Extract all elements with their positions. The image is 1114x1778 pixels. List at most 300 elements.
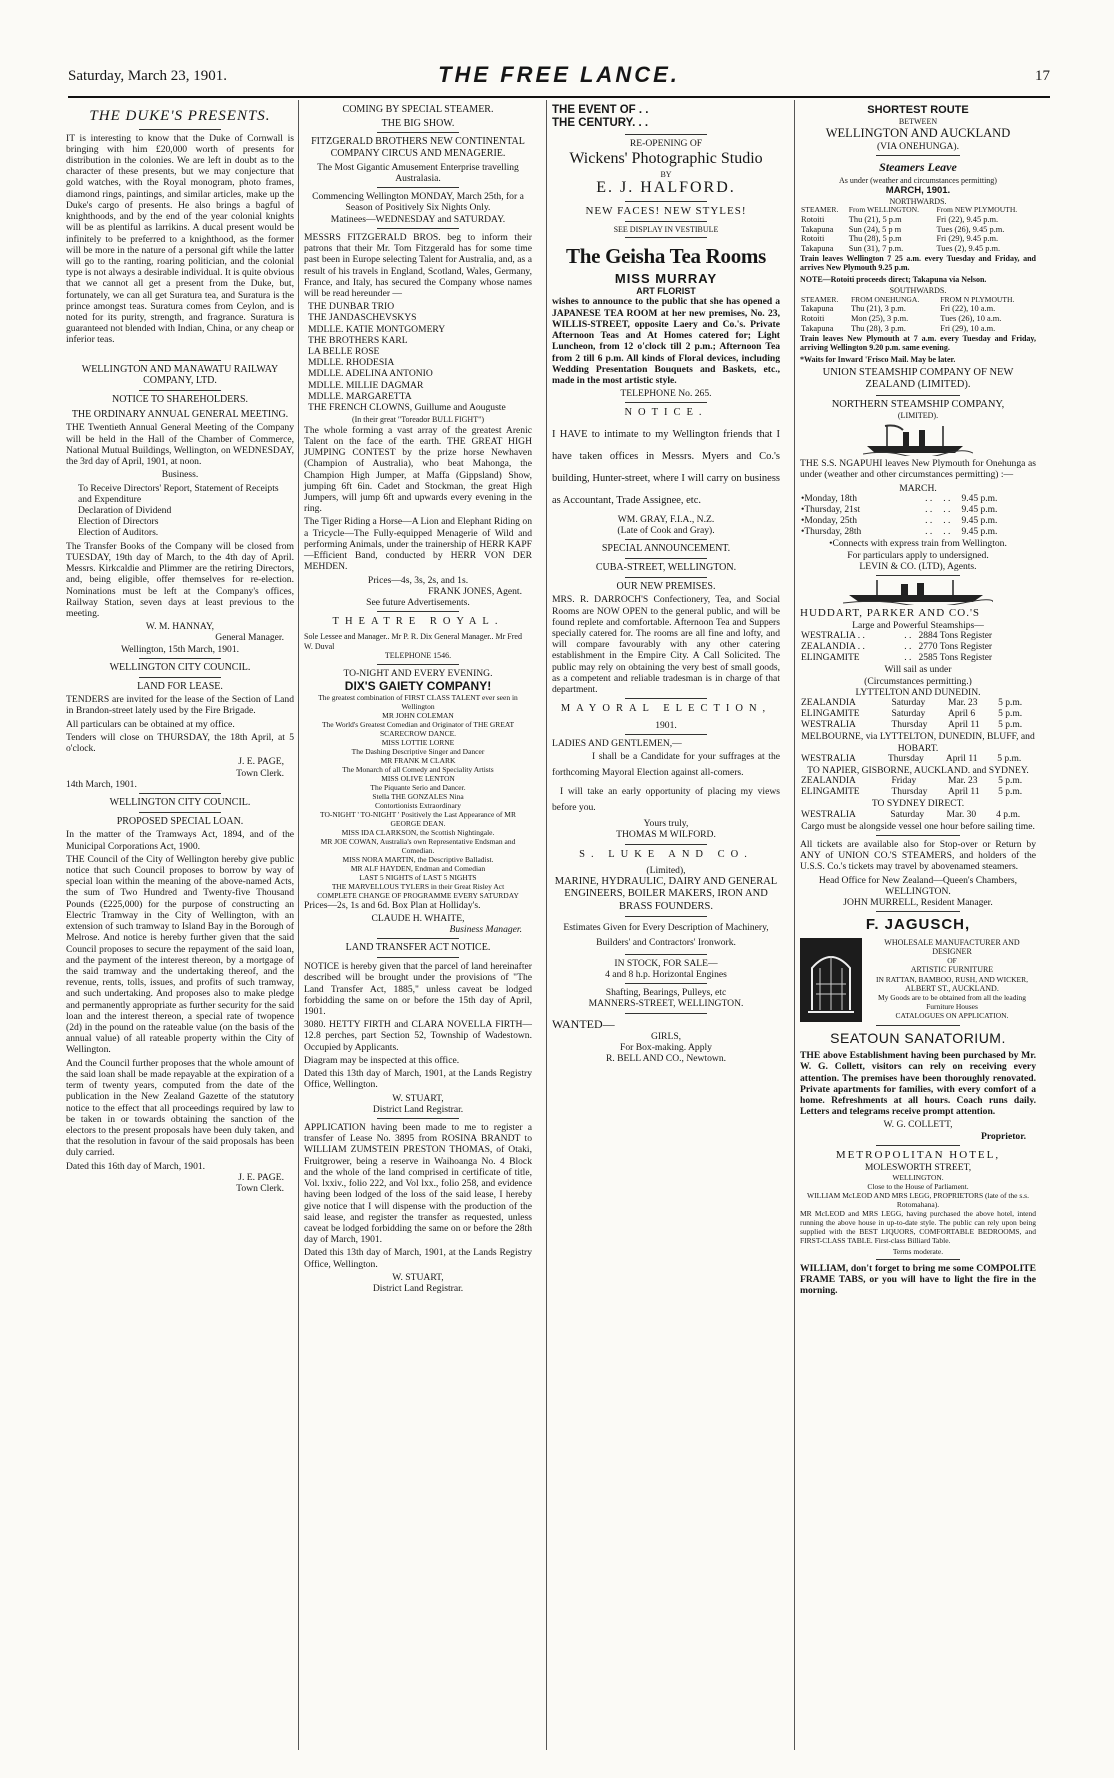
- metropolitan-terms: Terms moderate.: [892, 1246, 944, 1256]
- separator: [139, 677, 221, 678]
- column-divider: [794, 100, 795, 1750]
- separator: [377, 1118, 459, 1119]
- separator: [625, 237, 707, 238]
- jagusch-line: CATALOGUES ON APPLICATION.: [895, 1011, 1009, 1021]
- table-cell: Rotoiti: [801, 214, 825, 224]
- separator: [377, 611, 459, 612]
- list-item: To Receive Directors' Report, Statement of Receipts and Expenditure: [78, 482, 279, 505]
- separator: [377, 187, 459, 188]
- table-header-row: [800, 296, 1036, 305]
- huddart-subtitle: Large and Powerful Steamships—: [852, 619, 984, 631]
- dix-line: The greatest combination of FIRST CLASS TALENT ever seen in Wellington: [318, 692, 518, 711]
- separator: [139, 129, 221, 130]
- dix-line: MR JOHN COLEMAN: [382, 710, 454, 720]
- table-cell: Tues (2), 9.45 p.m.: [936, 244, 1001, 254]
- theatre-title: THEATRE ROYAL.: [332, 616, 504, 628]
- lease-title: WELLINGTON CITY COUNCIL.: [109, 661, 251, 673]
- railway-signer: W. M. HANNAY,: [145, 621, 215, 633]
- table-cell: 5 p.m.: [998, 709, 1023, 720]
- table-row: [800, 225, 1036, 235]
- compolite-ad: WILLIAM, don't forget to bring me some COMPOLITE FRAME TABS, or you will have to light the fire in the morning.: [800, 1262, 1036, 1297]
- dix-line: MR JOE COWAN, Australia's own Representative Endsman and Comedian.: [320, 836, 516, 855]
- table-cell: WESTRALIA . .: [801, 631, 865, 642]
- table-cell: 2770 Tons Register: [918, 642, 993, 653]
- jagusch-line: WHOLESALE MANUFACTURER AND DESIGNER: [884, 937, 1020, 957]
- table-cell: Thursday: [891, 720, 928, 731]
- huddart-circumstances: (Circumstances permitting.): [864, 675, 972, 687]
- list-item: THE DUNBAR TRIO: [308, 301, 395, 313]
- seatoun-signer: W. G. COLLETT,: [883, 1119, 953, 1131]
- southwards-note-2: *Waits for Inward 'Frisco Mail. May be later.: [800, 354, 956, 364]
- land-transfer-body-3: Diagram may be inspected at this office.: [304, 1054, 460, 1066]
- loan-signer: J. E. PAGE.: [238, 1171, 284, 1183]
- table-cell: ZEALANDIA . .: [801, 642, 865, 653]
- loan-dated: Dated this 16th day of March, 1901.: [66, 1160, 206, 1172]
- table-row: [800, 304, 1036, 314]
- steamers-conditions: As under (weather and circumstances permitting): [839, 176, 997, 186]
- table-cell: Thu (21), 3 p.m.: [850, 304, 906, 314]
- ngapuhi-table: [800, 494, 1036, 538]
- huddart-title: HUDDART, PARKER AND CO.'S: [800, 606, 981, 619]
- event-heading-1: THE EVENT OF . .: [552, 104, 649, 116]
- dix-line: TO-NIGHT ' TO-NIGHT ' Positively the Last Appearance of MR GEORGE DEAN.: [320, 809, 516, 828]
- dix-line: Contortionists Extraordinary: [374, 800, 462, 810]
- table-row: [800, 631, 1036, 642]
- table-cell: Rotoiti: [801, 234, 825, 244]
- mayoral-yours: Yours truly,: [643, 818, 689, 830]
- luke-limited: (Limited),: [646, 864, 686, 876]
- lease-signer: J. E. PAGE,: [238, 756, 284, 768]
- column-4: [800, 104, 1036, 1299]
- circus-agent: FRANK JONES, Agent.: [428, 585, 522, 597]
- table-cell: 2585 Tons Register: [918, 653, 993, 664]
- table-row: [800, 810, 1036, 821]
- metropolitan-street: MOLESWORTH STREET,: [864, 1161, 972, 1173]
- separator: [876, 1025, 961, 1026]
- railway-signer-title: General Manager.: [215, 632, 284, 644]
- column-divider: [298, 100, 299, 1750]
- northern-limited: (LIMITED).: [897, 410, 939, 420]
- table-cell: April 11: [948, 787, 980, 798]
- jagusch-line: My Goods are to be obtained from all the leading Furniture Houses: [877, 993, 1027, 1012]
- metropolitan-body: MR McLEOD and MRS LEGG, having purchased the above hotel, intend running the above house in up-to-date style. The public can rely upon being supplied with the BEST LIQUORS, COMFORTABLE BEDROOMS, and FIRST-CLASS TABLE. First-class Billiard Table.: [800, 1208, 1036, 1245]
- column-header: From WELLINGTON.: [848, 204, 919, 214]
- dix-line: MISS OLIVE LENTON: [381, 773, 455, 783]
- table-row: [800, 720, 1036, 731]
- dix-signer: CLAUDE H. WHAITE,: [371, 913, 465, 925]
- table-cell: April 11: [948, 720, 980, 731]
- steamship-icon: [843, 579, 993, 605]
- railway-notice: NOTICE TO SHAREHOLDERS.: [111, 394, 249, 406]
- separator: [139, 793, 221, 794]
- table-cell: Tues (26), 10 a.m.: [940, 314, 1002, 324]
- table-row: [800, 505, 1036, 516]
- list-item: MDLLE. KATIE MONTGOMERY: [308, 323, 446, 335]
- table-cell: Mar. 23: [948, 776, 978, 787]
- column-header: FROM N PLYMOUTH.: [940, 294, 1015, 304]
- dix-line: The World's Greatest Comedian and Originator of THE GREAT SCARECROW DANCE.: [321, 719, 515, 738]
- separator: [625, 201, 707, 202]
- northern-company: NORTHERN STEAMSHIP COMPANY,: [831, 398, 1005, 410]
- mayoral-salutation: LADIES AND GENTLEMEN,—: [552, 737, 682, 749]
- table-row: [800, 527, 1036, 538]
- table-cell: ELINGAMITE: [801, 653, 860, 664]
- miss-murray: MISS MURRAY: [614, 270, 718, 286]
- new-faces: NEW FACES! NEW STYLES!: [585, 204, 747, 217]
- table-row: [800, 516, 1036, 527]
- sydney-heading: TO SYDNEY DIRECT.: [871, 798, 965, 810]
- application-dated: Dated this 13th day of March, 1901, at the Lands Registry Office, Wellington.: [304, 1247, 532, 1270]
- separator: [876, 575, 961, 576]
- seatoun-body: THE above Establishment having been purchased by Mr. W. G. Collett, visitors can rely on receiving every attention. The premises have been thoroughly renovated. Private apartments for families, with every comfort of a home. Refreshments at all hours. Coach runs daily. Letters and telegrams receive prompt attention.: [800, 1050, 1036, 1118]
- table-row: [800, 787, 1036, 798]
- dix-line: The Dashing Descriptive Singer and Dancer: [351, 746, 485, 756]
- table-cell: Thu (28), 5 p.m: [848, 234, 902, 244]
- application-body: APPLICATION having been made to me to register a transfer of Lease No. 3895 from ROSINA BRANDT to WILLIAM ZUMSTEIN PRESTON THOMAS, of Otaki, Fruitgrower, being a reserve in Waihoanga No. 4 Block and the whole of the land comprised in certificate of title, Vol. lxxiv., folio 222, and Vol lxx., folio 258, and evidence having been lodged of the loss of the said lease, I hereby give notice that I will dispense with the production of the said lease, and register the transfer as requested, unless caveat be lodged forbidding the same on or before the 28th day of March, 1901.: [304, 1122, 532, 1246]
- sydney-table: [800, 810, 1036, 821]
- railway-meeting: THE ORDINARY ANNUAL GENERAL MEETING.: [71, 408, 289, 420]
- dix-line: MR ALF HAYDEN, Endman and Comedian: [350, 863, 486, 873]
- theatre-telephone: TELEPHONE 1546.: [384, 651, 452, 661]
- railway-body: THE Twentieth Annual General Meeting of the Company will be held in the Hall of the Chamber of Commerce, National Mutual Buildings, Wellington, on WEDNESDAY, the 3rd day of April, 1901, at noon.: [66, 422, 294, 468]
- geisha-telephone: TELEPHONE No. 265.: [620, 388, 712, 400]
- northwards-note: Train leaves Wellington 7 25 a.m. every Tuesday and Friday, and arrives New Plymouth 9.25 p.m.: [800, 254, 1036, 273]
- mayoral-body: I shall be a Candidate for your suffrages at the forthcoming Mayoral Election against all-comers.: [552, 751, 780, 779]
- loan-signer-title: Town Clerk.: [236, 1183, 284, 1195]
- luke-trades: MARINE, HYDRAULIC, DAIRY AND GENERAL ENGINEERS, BOILER MAKERS, IRON AND BRASS FOUNDERS.: [554, 876, 778, 912]
- duke-presents-body: IT is interesting to know that the Duke of Cornwall is bringing with him £20,000 worth of presents for distribution in the colonies. We are left in doubt as to the character of these presents, but we may conjecture that gold watches, with the Royal monogram, photo frames, diamond rings, paintings, and similar articles, make up the Duke's cargo of presents. He also brings a bagful of knighthoods, and by the end of the year colonial knights will be as plentiful as larrikins. A ducal present would be infinitely to be preferred to a knighthood, as the former will be more in the nature of a personal gift while the latter will go to the ranting, roaring politician, and the colonial type is not always a desirable individual. It is quite obvious that we cannot all get a present from the Duke, but, fortunately, we can all get Suratura tea, and Suratura is the prince amongst teas. Suratura comes from Ceylon, and is noted for its purity, strength, and fragrance. Suratura is guaranteed not blended with Indian, China, or any cheap or inferior teas.: [66, 132, 294, 346]
- separator: [377, 228, 459, 229]
- column-divider: [546, 100, 547, 1750]
- table-cell: . .: [904, 642, 912, 653]
- table-cell: . .: [904, 631, 912, 642]
- table-cell: •Monday, 25th: [801, 516, 858, 527]
- table-row: [800, 698, 1036, 709]
- newspaper-title: THE FREE LANCE.: [438, 62, 680, 87]
- dix-line: MR FRANK M CLARK: [380, 755, 456, 765]
- notice-title: NOTICE.: [624, 407, 708, 419]
- table-row: [800, 314, 1036, 324]
- railway-business-list: [78, 483, 294, 539]
- table-cell: Thursday: [887, 753, 924, 764]
- circus-act: (In their great "Toreador BULL FIGHT"): [351, 415, 485, 425]
- column-header: From NEW PLYMOUTH.: [936, 204, 1018, 214]
- lease-subtitle: LAND FOR LEASE.: [137, 680, 223, 692]
- separator: [139, 658, 221, 659]
- table-cell: Fri (22), 9.45 p.m.: [936, 214, 999, 224]
- see-display: SEE DISPLAY IN VESTIBULE: [613, 224, 719, 234]
- land-transfer-body: NOTICE is hereby given that the parcel of land hereinafter described will be brought under the provisions of "The Land Transfer Act, 1885," unless caveat be lodged forbidding the same on or before the 15th day of April, 1901.: [304, 961, 532, 1018]
- separator: [377, 957, 459, 958]
- table-cell: ELINGAMITE: [801, 787, 860, 798]
- table-cell: . .: [925, 527, 933, 538]
- dix-signer-title: Business Manager.: [449, 924, 522, 936]
- table-cell: Saturday: [891, 709, 926, 720]
- ngapuhi-agents: LEVIN & CO. (LTD), Agents.: [859, 560, 977, 572]
- table-row: [800, 642, 1036, 653]
- luke-estimates: Estimates Given for Every Description of Machinery, Builders' and Contractors' Ironwork.: [563, 922, 769, 949]
- table-cell: ZEALANDIA: [801, 698, 856, 708]
- circus-body-3: The Tiger Riding a Horse—A Lion and Elephant Riding on a Tricycle—The Fully-equipped Menagerie of Wild and performing Animals, under the trainership of HERR KAPF—Efficient Band, conducted by HERR VON DER MEHDEN.: [304, 516, 532, 573]
- table-cell: . .: [943, 504, 951, 515]
- separator: [625, 734, 707, 735]
- separator: [139, 812, 221, 813]
- darroch-body: MRS. R. DARROCH'S Confectionery, Tea, and Social Rooms are NOW OPEN to the general public, and will be found replete and comfortable. Afternoon Tea and Suppers specially catered for. The rooms are all fine and lofty, and will compare favourably with any other catering establishment in the Empire City. A Call Solicited. The public may rely on obtaining the very best of small goods, as a competent and reliable tradesman is in charge of that department.: [552, 594, 780, 696]
- table-cell: Takapuna: [801, 224, 834, 234]
- table-cell: Saturday: [890, 809, 925, 820]
- table-row: [800, 234, 1036, 244]
- lyttelton-heading: LYTTELTON AND DUNEDIN.: [855, 686, 981, 698]
- dix-line: COMPLETE CHANGE OF PROGRAMME EVERY SATURDAY: [317, 890, 519, 900]
- melbourne-heading: MELBOURNE, via LYTTELTON, DUNEDIN, BLUFF, and HOBART.: [801, 731, 1035, 754]
- ngapuhi-month: MARCH.: [899, 482, 937, 494]
- table-cell: Sun (24), 5 p m: [848, 224, 902, 234]
- southwards-note: Train leaves New Plymouth at 7 a.m. every Tuesday and Friday, arriving Wellington 9.20 p.m. same evening.: [800, 333, 1036, 353]
- loan-subtitle: PROPOSED SPECIAL LOAN.: [116, 815, 244, 827]
- table-cell: Saturday: [891, 698, 926, 708]
- jagusch-line: OF: [947, 956, 957, 966]
- wanted-apply: R. BELL AND CO., Newtown.: [605, 1053, 727, 1065]
- table-row: [800, 324, 1036, 334]
- lease-dated: 14th March, 1901.: [66, 778, 137, 790]
- table-cell: Sun (31), 7 p.m.: [848, 244, 904, 254]
- lease-body-3: Tenders will close on THURSDAY, the 18th April, at 5 o'clock.: [66, 731, 294, 755]
- wanted-heading: WANTED—: [552, 1016, 615, 1031]
- separator: [876, 911, 961, 912]
- notice-signer: WM. GRAY, F.I.A., N.Z.: [617, 513, 715, 525]
- table-cell: Friday: [891, 776, 917, 787]
- separator: [377, 132, 459, 133]
- special-announcement: SPECIAL ANNOUNCEMENT.: [601, 543, 731, 555]
- land-transfer-signer: W. STUART,: [392, 1092, 444, 1104]
- railway-title: WELLINGTON AND MANAWATU RAILWAY COMPANY, LTD.: [81, 363, 279, 387]
- union-company: UNION STEAMSHIP COMPANY OF NEW ZEALAND (LIMITED).: [822, 366, 1014, 391]
- napier-table: [800, 776, 1036, 798]
- separator: [625, 983, 707, 984]
- loan-intro: In the matter of the Tramways Act, 1894, and of the Municipal Corporations Act, 1900.: [66, 829, 294, 852]
- column-header: STEAMER.: [801, 294, 839, 304]
- lease-body-2: All particulars can be obtained at my office.: [66, 718, 235, 730]
- luke-address: MANNERS-STREET, WELLINGTON.: [588, 998, 744, 1010]
- land-transfer-body-2: 3080. HETTY FIRTH and CLARA NOVELLA FIRTH—12.8 perches, part Section 52, Township of Wadestown. Occupied by Applicants.: [304, 1019, 532, 1053]
- luke-in-stock: IN STOCK, FOR SALE—: [614, 957, 718, 969]
- table-cell: 4 p.m.: [996, 809, 1021, 820]
- reopening: RE-OPENING OF: [629, 137, 703, 149]
- metropolitan-close: Close to the House of Parliament.: [867, 1181, 969, 1191]
- loan-title: WELLINGTON CITY COUNCIL.: [109, 796, 251, 808]
- list-item: THE FRENCH CLOWNS, Guillume and Aouguste: [308, 402, 506, 414]
- notice-signer-title: (Late of Cook and Gray).: [617, 525, 715, 537]
- jagusch-title: F. JAGUSCH,: [865, 916, 971, 934]
- napier-heading: TO NAPIER, GISBORNE, AUCKLAND. and SYDNEY.: [807, 764, 1029, 776]
- jagusch-ad: [800, 938, 1036, 1022]
- ngapuhi-body: THE S.S. NGAPUHI leaves New Plymouth for Onehunga as under (weather and other circumstances permitting) :—: [800, 458, 1036, 481]
- land-transfer-signer-title: District Land Registrar.: [372, 1103, 464, 1115]
- separator: [139, 360, 221, 361]
- table-cell: Rotoiti: [801, 314, 825, 324]
- performer-list: [308, 301, 532, 413]
- issue-date: Saturday, March 23, 1901.: [68, 68, 227, 84]
- tickets-note: All tickets are available also for Stop-over or Return by ANY of UNION CO.'S STEAMERS, and holders of the U.S.S. Co.'s tickets may travel by abovenamed steamers.: [800, 838, 1036, 873]
- table-cell: •Thursday, 28th: [801, 527, 862, 538]
- metropolitan-proprietors: WILLIAM McLEOD AND MRS LEGG, PROPRIETORS (late of the s.s. Rotomahana).: [807, 1190, 1029, 1209]
- separator: [625, 698, 707, 699]
- table-cell: Takapuna: [801, 304, 834, 314]
- jagusch-line: IN RATTAN, BAMBOO, RUSH, AND WICKER,: [876, 974, 1028, 984]
- masthead: [68, 62, 1050, 96]
- separator: [876, 395, 961, 396]
- theatre-lessee: Sole Lessee and Manager.. Mr P. R. Dix General Manager.. Mr Fred W. Duval: [304, 632, 522, 651]
- cuba-street: CUBA-STREET, WELLINGTON.: [595, 561, 737, 573]
- circus-commencing: Commencing Wellington MONDAY, March 25th, for a Season of Positively Six Nights Only.: [312, 191, 524, 214]
- northwards-note-2: NOTE—Rotoiti proceeds direct; Takapuna via Nelson.: [800, 274, 987, 284]
- separator: [625, 577, 707, 578]
- table-cell: WESTRALIA: [801, 720, 856, 731]
- table-row: [800, 754, 1036, 765]
- dix-line: MISS IDA CLARKSON, the Scottish Nightingale.: [341, 827, 495, 837]
- table-cell: 5 p.m.: [998, 787, 1023, 798]
- lease-signer-title: Town Clerk.: [236, 767, 284, 779]
- land-transfer-title: LAND TRANSFER ACT NOTICE.: [345, 942, 491, 954]
- table-cell: . .: [943, 493, 951, 504]
- metropolitan-title: METROPOLITAN HOTEL,: [835, 1148, 1001, 1161]
- melbourne-table: [800, 754, 1036, 765]
- southwards-table: [800, 296, 1036, 334]
- table-cell: ZEALANDIA: [801, 776, 856, 787]
- table-row: [800, 709, 1036, 720]
- event-heading-2: THE CENTURY. . .: [552, 117, 649, 130]
- separator: [876, 1259, 961, 1260]
- separator: [876, 155, 961, 156]
- table-cell: April 6: [948, 709, 976, 720]
- wanted-girls: GIRLS,: [650, 1030, 682, 1042]
- list-item: MDLLE. MILLIE DAGMAR: [308, 379, 424, 391]
- list-item: THE JANDASCHEVSKYS: [308, 312, 417, 324]
- mayoral-year: 1901.: [655, 719, 677, 731]
- dix-line: MISS NORA MARTIN, the Descriptive Balladist.: [342, 854, 494, 864]
- tonight-heading: TO-NIGHT AND EVERY EVENING.: [343, 667, 493, 679]
- separator: [876, 1145, 961, 1146]
- notice-body: I HAVE to intimate to my Wellington friends that I have taken offices in Messrs. Myers and Co.'s building, Hunter-street, where I will carry on business as Accountant, Trade Assignee, etc.: [552, 428, 780, 506]
- ngapuhi-particulars: For particulars apply to undersigned.: [847, 549, 989, 561]
- luke-engines: 4 and 8 h.p. Horizontal Engines: [605, 968, 727, 980]
- table-row: [800, 215, 1036, 225]
- head-office: Head Office for New Zealand—Queen's Chambers, WELLINGTON.: [818, 874, 1018, 897]
- railway-business-label: Business.: [161, 469, 199, 481]
- table-cell: . .: [925, 493, 933, 504]
- table-row: [800, 776, 1036, 787]
- new-premises: OUR NEW PREMISES.: [616, 580, 716, 592]
- table-cell: 9.45 p.m.: [961, 516, 998, 527]
- list-item: MDLLE. MARGARETTA: [308, 390, 412, 402]
- jagusch-line: ALBERT ST., AUCKLAND.: [905, 983, 999, 993]
- table-cell: Takapuna: [801, 244, 834, 254]
- southwards-heading: SOUTHWARDS.: [889, 286, 947, 296]
- big-show-heading: THE BIG SHOW.: [381, 117, 455, 129]
- table-cell: . .: [925, 504, 933, 515]
- table-cell: Mar. 23: [948, 698, 978, 708]
- ngapuhi-connects: •Connects with express train from Wellington.: [829, 538, 1007, 550]
- huddart-will-sail: Will sail as under: [884, 664, 952, 676]
- table-cell: 5 p.m.: [998, 698, 1023, 708]
- masthead-rule: [68, 96, 1050, 98]
- table-cell: WESTRALIA: [801, 753, 856, 764]
- lyttelton-table: [800, 698, 1036, 731]
- art-florist: ART FLORIST: [636, 285, 696, 296]
- dix-company-heading: DIX'S GAIETY COMPANY!: [344, 678, 492, 693]
- table-cell: Fri (29), 10 a.m.: [940, 324, 996, 334]
- railway-transfer: The Transfer Books of the Company will be closed from TUESDAY, 19th day of March, to the 4th day of April. Messrs. Kirkcaldie and Plimmer are the retiring Directors, and, being eligible, offer themselves for re-election. Nominations must be left at the Company's offices, Railway Station, seven days at least previous to the meeting.: [66, 540, 294, 619]
- dix-line: LAST 5 NIGHTS of LAST 5 NIGHTS: [359, 872, 477, 882]
- separator: [625, 954, 707, 955]
- column-header: STEAMER.: [801, 204, 839, 214]
- table-cell: 5 p.m.: [997, 753, 1022, 764]
- schedule-month: MARCH, 1901.: [885, 185, 951, 197]
- table-cell: Mar. 30: [946, 809, 977, 820]
- railway-dated: Wellington, 15th March, 1901.: [120, 643, 240, 655]
- circus-see-future: See future Advertisements.: [366, 596, 470, 608]
- table-row: [800, 494, 1036, 505]
- loan-body: THE Council of the City of Wellington hereby give public notice that such Council proposes to borrow by way of special loan within the meaning of the above-named Acts, the sum of Two Hundred and Twenty-five Thousand Pounds (£225,000) for the purpose of constructing an Electric Tramway in the City of Wellington, with an extension of such tramway to Island Bay in the Borough of Melrose. And notice is hereby further given that the said Council proposes to secure the repayment of the said loan, and the payment of the interest thereon, by a mortgage of the said tramway and the undertaking thereof, and the revenue, rents, tolls, issues, and profits of such tramway, and such undertaking. And proposes also to make pledge and permanently appropriate as further security for the said loan and the interest thereon, a special rate of twopence (2d) in the pound on the rateable value (on the basis of the annual value) of all rateable property within the City of Wellington.: [66, 853, 294, 1056]
- dix-prices: Prices—2s, 1s and 6d. Box Plan at Holliday's.: [304, 899, 481, 911]
- separator: [625, 844, 707, 845]
- route-via: (VIA ONEHUNGA).: [876, 140, 960, 152]
- resident-manager: JOHN MURRELL, Resident Manager.: [843, 896, 993, 908]
- luke-shafting: Shafting, Bearings, Pulleys, etc: [605, 987, 727, 999]
- steamship-icon: [863, 422, 973, 456]
- circus-body-2: The whole forming a vast array of the greatest Arenic Talent on the face of the earth. THE GREAT HIGH JUMPING CONTEST by the prize horse Newhaven (Champion of Australia), who beat Mahonga, the Champion High Jumper, at Maffa (Gippsland) Show, jumping 6ft 6in. Cadet and Stockman, the great High Jumpers, will jump 6ft and upwards every evening in the ring.: [304, 424, 532, 515]
- shortest-route: SHORTEST ROUTE: [867, 104, 969, 116]
- table-cell: 9.45 p.m.: [961, 493, 998, 504]
- separator: [625, 221, 707, 222]
- table-cell: •Monday, 18th: [801, 493, 858, 504]
- list-item: LA BELLE ROSE: [308, 346, 380, 358]
- northwards-heading: NORTHWARDS.: [889, 196, 947, 206]
- circus-prices: Prices—4s, 3s, 2s, and 1s.: [367, 574, 469, 586]
- cargo-note: Cargo must be alongside vessel one hour before sailing time.: [801, 820, 1035, 832]
- table-cell: Thu (28), 3 p.m.: [850, 324, 906, 334]
- circus-subtitle: The Most Gigantic Amusement Enterprise travelling Australasia.: [317, 161, 519, 184]
- studio-by: BY: [660, 169, 672, 179]
- dix-line: The Piquante Serio and Dancer.: [370, 782, 466, 792]
- page-number: 17: [1035, 68, 1050, 84]
- seatoun-title: SEATOUN SANATORIUM.: [830, 1029, 1006, 1046]
- separator: [625, 134, 707, 135]
- geisha-title: The Geisha Tea Rooms: [566, 244, 766, 269]
- geisha-body: wishes to announce to the public that she has opened a JAPANESE TEA ROOM at her new premises, No. 23, WILLIS-STREET, opposite Laery and Co.'s. Private Afternoon Teas and At Homes catered for; Light Luncheon, from 12 o'clock till 2 p.m.; Afternoon Tea from 2 till 6 p.m. All kinds of Floral devices, including Wedding Presentation Bouquets and Baskets, etc., made in the most artistic style.: [552, 296, 780, 386]
- table-cell: 2884 Tons Register: [918, 631, 993, 642]
- table-cell: ELINGAMITE: [801, 709, 860, 720]
- dix-line: MISS LOTTIE LORNE: [381, 737, 455, 747]
- column-3: [552, 104, 780, 1064]
- steamers-leave: Steamers Leave: [879, 160, 957, 175]
- mayoral-body-2: I will take an early opportunity of placing my views before you.: [552, 785, 780, 813]
- table-cell: Takapuna: [801, 324, 834, 334]
- table-cell: . .: [943, 527, 951, 538]
- loan-body-2: And the Council further proposes that the whole amount of the said loan shall be made repayable at the expiration of a term of twenty years, computed from the date of the publication in the New Zealand Gazette of the statutory notice to the effect that all proceedings required by law to be taken in or towards obtaining the sanction of the electors to the present proposals have been duly taken, and that the resolution in favour of the said proposals has been duly carried.: [66, 1057, 294, 1159]
- metropolitan-city: WELLINGTON.: [892, 1172, 944, 1182]
- duke-presents-title: THE DUKE'S PRESENTS.: [89, 108, 271, 124]
- huddart-fleet-table: [800, 631, 1036, 664]
- separator: [625, 539, 707, 540]
- separator: [625, 402, 707, 403]
- mayoral-title: MAYORAL ELECTION,: [560, 703, 772, 715]
- coming-heading: COMING BY SPECIAL STEAMER.: [342, 104, 494, 115]
- list-item: THE BROTHERS KARL: [308, 334, 408, 346]
- dix-line: Stella THE GONZALES Nina: [372, 791, 464, 801]
- table-cell: Tues (26), 9.45 p.m.: [936, 224, 1005, 234]
- lease-body: TENDERS are invited for the lease of the Section of Land in Brandon-street lately used by the Fire Brigade.: [66, 694, 294, 717]
